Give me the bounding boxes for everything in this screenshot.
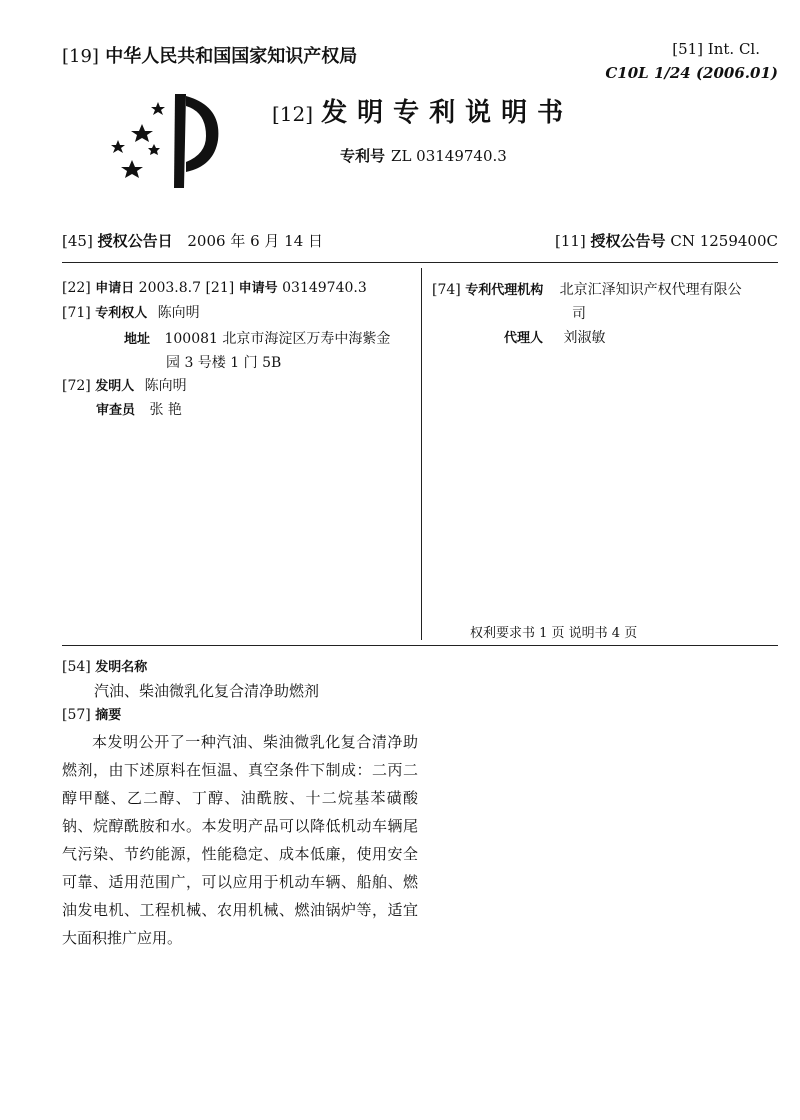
code-21: [21] [205, 280, 235, 296]
code-19: [19] [62, 46, 99, 67]
divider-bottom [62, 645, 778, 646]
address-row [124, 328, 390, 348]
code-71: [71] [62, 305, 91, 321]
address-line-1: 100081 北京市海淀区万寿中海紫金 [164, 331, 391, 347]
owner-row [62, 302, 200, 322]
doc-type: 发明专利说明书 [321, 98, 574, 128]
owner-value: 陈向明 [157, 305, 200, 321]
code-54: [54] [62, 659, 91, 675]
patent-number-value: ZL 03149740.3 [391, 147, 507, 165]
agent-label: 代理人 [504, 331, 544, 346]
agency-row [432, 279, 742, 299]
invention-title-label-row [62, 656, 147, 675]
app-number-value: 03149740.3 [282, 280, 367, 296]
code-12: [12] [272, 102, 314, 126]
inventor-value: 陈向明 [144, 378, 187, 394]
application-row [62, 277, 367, 296]
invention-title-label: 发明名称 [95, 660, 148, 675]
abstract-label: 摘要 [95, 708, 122, 723]
grant-number-label: 授权公告号 [590, 232, 666, 250]
code-11: [11] [554, 232, 586, 250]
divider-top [62, 262, 778, 263]
grant-number-value: CN 1259400C [670, 232, 778, 250]
inventor-label: 发明人 [95, 379, 135, 394]
divider-vertical [421, 268, 422, 640]
ipc-code: C10L 1/24 (2006.01) [605, 64, 778, 82]
grant-number-row [555, 230, 778, 251]
address-label: 地址 [124, 332, 151, 347]
abstract-text: 本发明公开了一种汽油、柴油微乳化复合清净助燃剂，由下述原料在恒温、真空条件下制成：二丙二醇甲醚、乙二醇、丁醇、油酰胺、十二烷基苯磺酸钠、烷醇酰胺和水。本发明产品可以降低机动车辆尾气污染、节约能源，性能稳定、成本低廉，使用安全可靠、适用范围广，可以应用于机动车辆、船舶、燃油发电机、工程机械、农用机械、燃油锅炉等，适宜大面积推广应用。 [62, 733, 418, 947]
examiner-value: 张 艳 [149, 402, 182, 418]
patent-number [340, 145, 507, 166]
grant-date-row [62, 230, 323, 251]
code-45: [45] [62, 232, 93, 250]
examiner-label: 审查员 [96, 403, 136, 418]
code-74: [74] [432, 282, 461, 298]
agency-line-2: 司 [572, 306, 586, 322]
address-line-2: 园 3 号楼 1 门 5B [166, 355, 282, 371]
agent-value: 刘淑敏 [563, 330, 606, 346]
app-date-value: 2003.8.7 [138, 280, 202, 296]
code-57: [57] [62, 707, 91, 723]
office-header [62, 42, 357, 68]
agency-line-1: 北京汇泽知识产权代理有限公 [559, 282, 742, 298]
ipc-label: [51] Int. Cl. [672, 40, 760, 58]
code-22: [22] [62, 280, 91, 296]
document-title [272, 92, 573, 129]
sipo-logo-icon [100, 88, 230, 194]
patent-number-label: 专利号 [340, 147, 386, 165]
inventor-row [62, 375, 187, 395]
abstract-label-row [62, 704, 121, 723]
examiner-row [96, 399, 182, 419]
agent-row [504, 327, 605, 347]
app-number-label: 申请号 [238, 281, 278, 296]
app-date-label: 申请日 [95, 281, 135, 296]
grant-date-value: 2006 年 6 月 14 日 [187, 232, 324, 250]
agency-label: 专利代理机构 [465, 283, 544, 298]
owner-label: 专利权人 [95, 306, 148, 321]
code-72: [72] [62, 378, 91, 394]
invention-title: 汽油、柴油微乳化复合清净助燃剂 [94, 682, 320, 700]
page-count: 权利要求书 1 页 说明书 4 页 [470, 626, 638, 641]
grant-date-label: 授权公告日 [97, 232, 173, 250]
office-name: 中华人民共和国国家知识产权局 [105, 46, 358, 67]
